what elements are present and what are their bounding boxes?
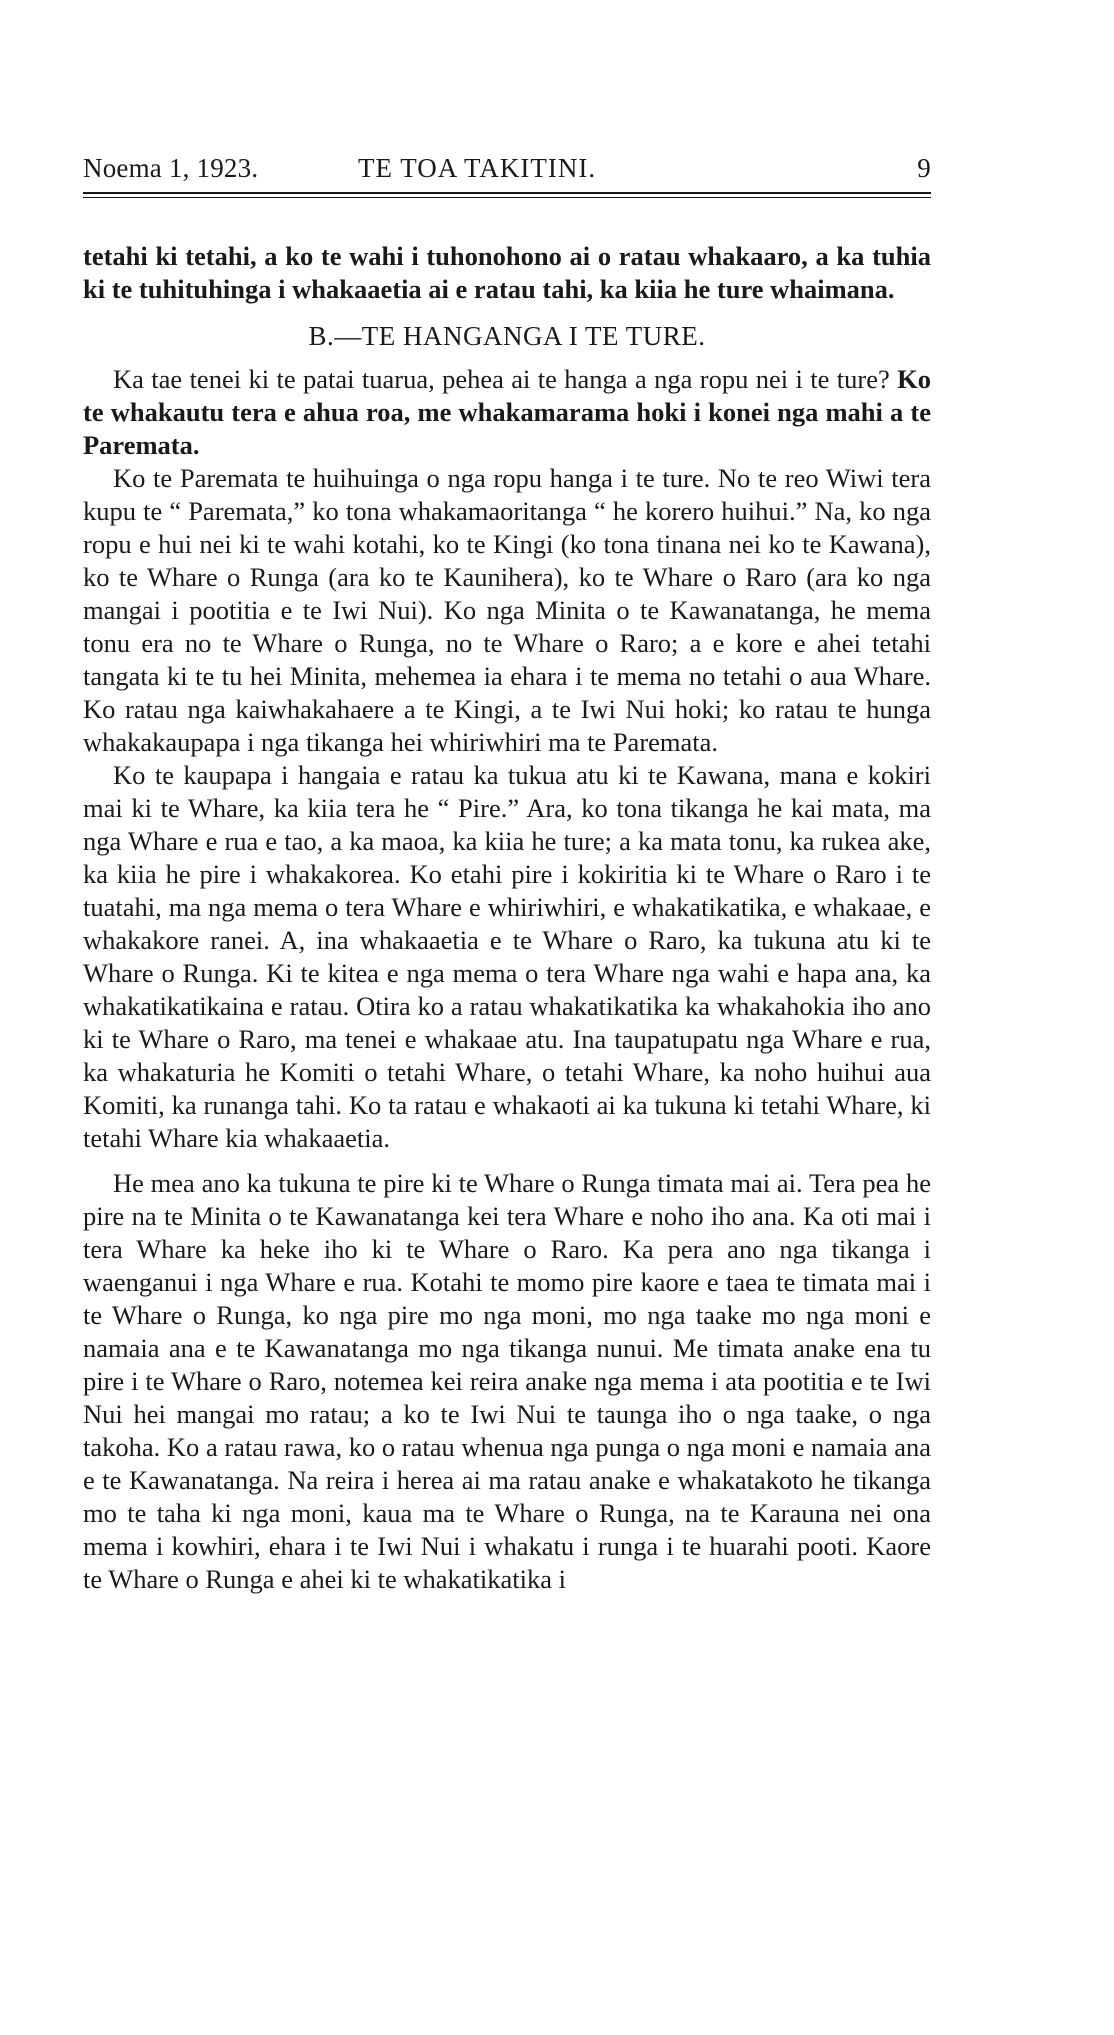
paragraph-text: Ka tae tenei ki te patai tuarua, pehea ai te hanga a nga ropu nei i te ture? (113, 364, 890, 394)
running-head (83, 150, 931, 186)
page-number: 9 (917, 153, 931, 183)
article-body (83, 240, 931, 1596)
paragraph: Ko te kaupapa i hangaia e ratau ka tukua atu ki te Kawana, mana e kokiri mai ki te Whare, ka kiia tera he “ Pire.” Ara, ko tona tikanga he kai mata, ma nga Whare e rua e tao, a ka maoa, ka kiia he ture; a ka mata tonu, ka rukea ake, ka kiia he pire i whakakorea. Ko etahi pire i kokiritia ki te Whare o Raro i te tuatahi, ma nga mema o tera Whare e whiriwhiri, e whakatikatika, e whakaae, e whakakore ranei. A, ina whakaaetia e te Whare o Raro, ka tukuna atu ki te Whare o Runga. Ki te kitea e nga mema o tera Whare nga wahi e hapa ana, ka whakatikatikaina e ratau. Otira ko a ratau whakatikatika ka whakahokia iho ano ki te Whare o Raro, ma tenei e whakaae atu. Ina taupatupatu nga Whare e rua, ka whakaturia he Komiti o tetahi Whare, o tetahi Whare, ka noho huihui aua Komiti, ka runanga tahi. Ko ta ratau e whakaoti ai ka tukuna ki tetahi Whare, ki tetahi Whare kia whakaaetia. (83, 760, 931, 1153)
header-rule-thick (83, 192, 931, 194)
section-heading: B.—TE HANGANGA I TE TURE. (308, 321, 706, 351)
issue-date: Noema 1, 1923. (83, 153, 259, 183)
paragraph-text-bold: Ko te whakautu tera e ahua roa, me whakamarama hoki i konei nga mahi a te Paremata. (83, 364, 931, 460)
paragraph (83, 363, 931, 462)
paragraph: He mea ano ka tukuna te pire ki te Whare o Runga timata mai ai. Tera pea he pire na te Minita o te Kawanatanga kei tera Whare e noho iho ana. Ka oti mai i tera Whare ka heke iho ki te Whare o Raro. Ka pera ano nga tikanga i waenganui i nga Whare e rua. Kotahi te momo pire kaore e taea te timata mai i te Whare o Runga, ko nga pire mo nga moni, mo nga taake mo nga moni e namaia ana e te Kawanatanga mo nga tikanga nunui. Me timata anake ena tu pire i te Whare o Raro, notemea kei reira anake nga mema i ata pootitia e te Iwi Nui hei mangai mo ratau; a ko te Iwi Nui te taunga iho o nga taake, o nga takoha. Ko a ratau rawa, ko o ratau whenua nga punga o nga moni e namaia ana e te Kawanatanga. Na reira i herea ai ma ratau anake e whakatakoto he tikanga mo te taha ki nga moni, kaua ma te Whare o Runga, na te Karauna nei ona mema i kowhiri, ehara i te Iwi Nui i whakatu i runga i te huarahi pooti. Kaore te Whare o Runga e ahei ki te whakatikatika i (83, 1168, 931, 1594)
publication-title: TE TOA TAKITINI. (358, 153, 597, 183)
page (83, 150, 931, 1596)
header-rule-thin (83, 197, 931, 198)
paragraph-continued: tetahi ki tetahi, a ko te wahi i tuhonohono ai o ratau whakaaro, a ka tuhia ki te tuhituhinga i whakaaetia ai e ratau tahi, ka kiia he ture whaimana. (83, 241, 931, 304)
paragraph: Ko te Paremata te huihuinga o nga ropu hanga i te ture. No te reo Wiwi tera kupu te “ Paremata,” ko tona whakamaoritanga “ he korero huihui.” Na, ko nga ropu e hui nei ki te wahi kotahi, ko te Kingi (ko tona tinana nei ko te Kawana), ko te Whare o Runga (ara ko te Kaunihera), ko te Whare o Raro (ara ko nga mangai i pootitia e te Iwi Nui). Ko nga Minita o te Kawanatanga, he mema tonu era no te Whare o Runga, no te Whare o Raro; a e kore e ahei tetahi tangata ki te tu hei Minita, mehemea ia ehara i te mema no tetahi o aua Whare. Ko ratau nga kaiwhakahaere a te Kingi, a te Iwi Nui hoki; ko ratau te hunga whakakaupapa i nga tikanga hei whiriwhiri ma te Paremata. (83, 463, 931, 757)
